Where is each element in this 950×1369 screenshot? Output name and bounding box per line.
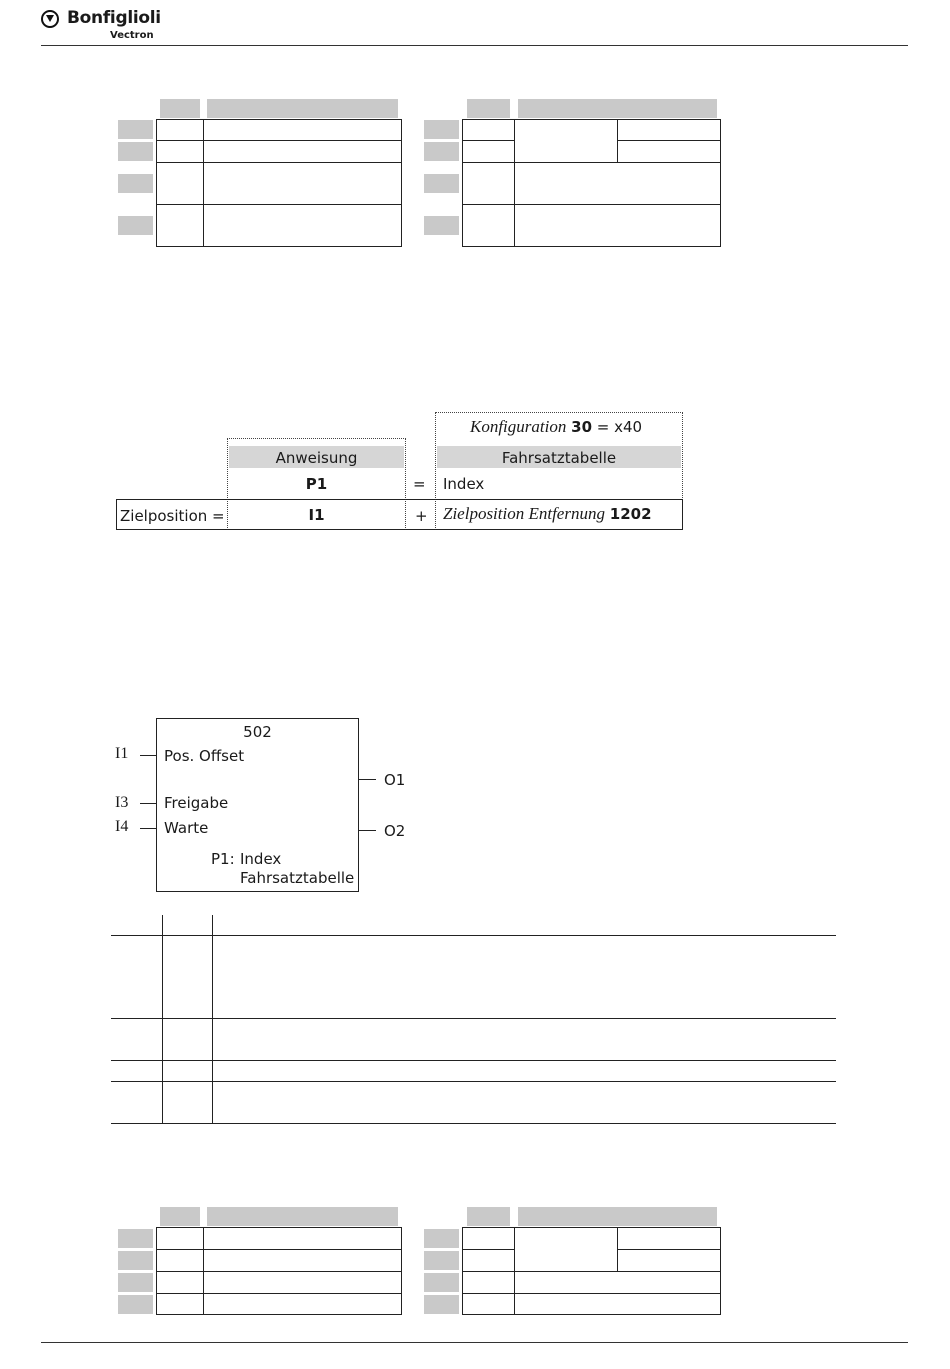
input-line-i1 (140, 755, 156, 756)
brand-subname: Vectron (110, 30, 154, 41)
param-prefix: P1: (211, 850, 235, 868)
output-line-o1 (359, 779, 376, 780)
input-label-pos-offset: Pos. Offset (164, 747, 245, 765)
input-pin-i3: I3 (115, 794, 129, 811)
input-pin-i4: I4 (115, 818, 129, 835)
output-line-o2 (359, 830, 376, 831)
block-number: 502 (243, 723, 272, 741)
bonfiglioli-logo-icon (41, 10, 59, 28)
target-position-label: Zielposition = (120, 507, 225, 525)
output-pin-o1: O1 (384, 771, 406, 789)
table-header: Fahrsatztabelle (501, 449, 617, 467)
input-line-i4 (140, 828, 156, 829)
input-label-warte: Warte (164, 819, 209, 837)
equals-sign: = (413, 475, 426, 493)
footer-rule (41, 1342, 908, 1343)
brand-name: Bonfiglioli (67, 8, 161, 28)
output-pin-o2: O2 (384, 822, 406, 840)
header-rule (41, 45, 908, 46)
instruction-p1: P1 (305, 475, 328, 493)
input-label-freigabe: Freigabe (164, 794, 229, 812)
config-label: Konfiguration 30 = x40 (470, 417, 643, 436)
target-distance-text: Zielposition Entfernung 1202 (443, 504, 652, 523)
plus-sign: + (415, 507, 428, 525)
param-index: Index (240, 850, 282, 868)
bonfiglioli-logo (41, 8, 241, 44)
input-line-i3 (140, 803, 156, 804)
instruction-header: Anweisung (275, 449, 358, 467)
instruction-i1: I1 (308, 506, 325, 524)
input-pin-i1: I1 (115, 745, 129, 762)
index-text: Index (443, 475, 485, 493)
param-table: Fahrsatztabelle (240, 869, 355, 887)
